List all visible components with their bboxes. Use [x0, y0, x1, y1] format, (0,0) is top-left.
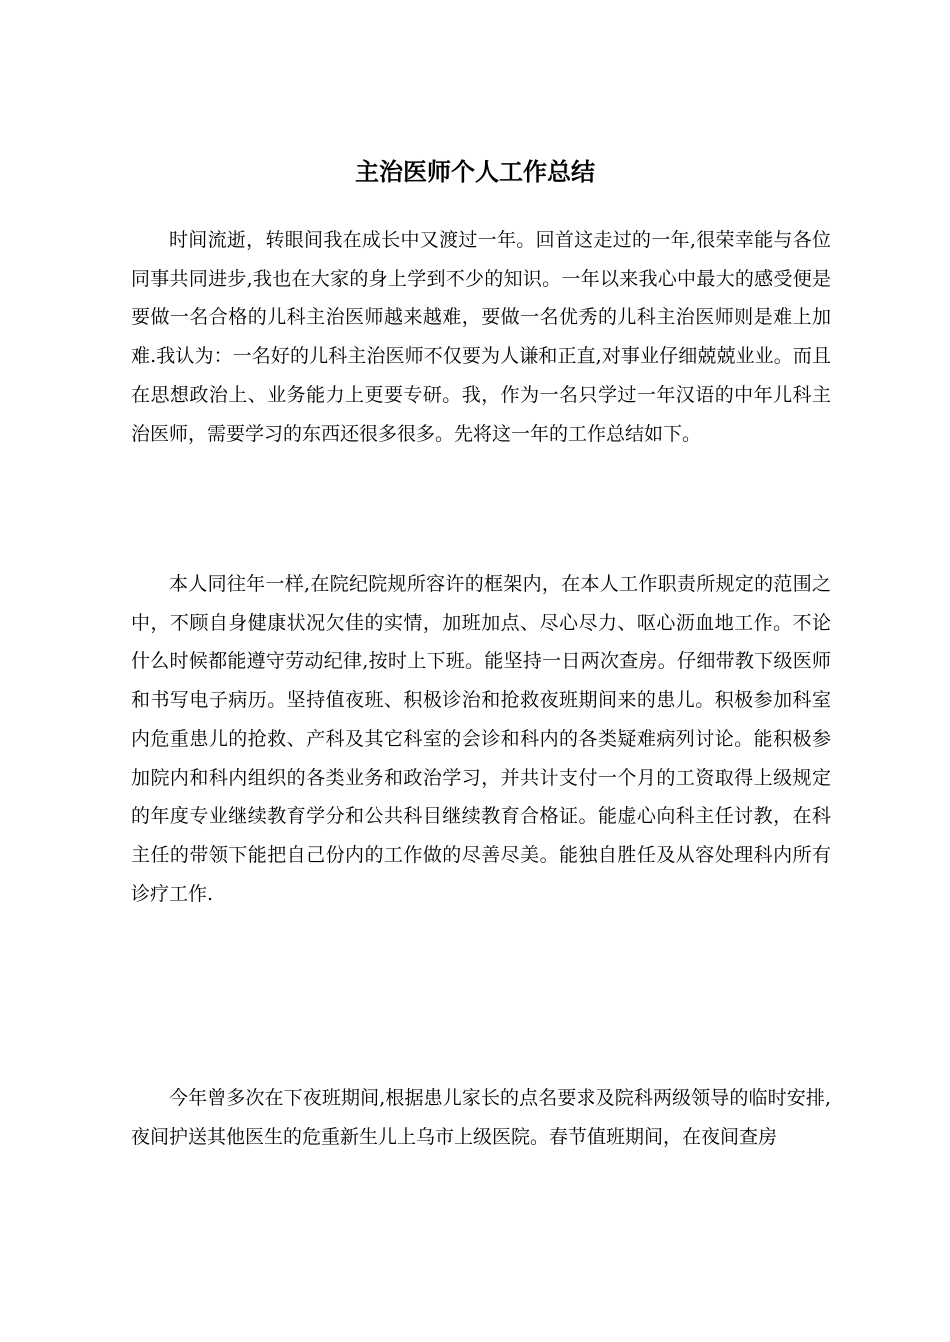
document-title: 主治医师个人工作总结 [355, 158, 595, 186]
paragraph-1: 时间流逝，转眼间我在成长中又渡过一年。回首这走过的一年,很荣幸能与各位同事共同进步,我也在大家的身上学到不少的知识。一年以来我心中最大的感受便是要做一名合格的儿科主治医师越来越难，要做一名优秀的儿科主治医师则是难上加难.我认为：一名好的儿科主治医师不仅要为人谦和正直,对事业仔细兢兢业业。而且在思想政治上、业务能力上更要专研。我，作为一名只学过一年汉语的中年儿科主治医师，需要学习的东西还很多很多。先将这一年的工作总结如下。 [131, 229, 831, 445]
paragraph-3: 今年曾多次在下夜班期间,根据患儿家长的点名要求及院科两级领导的临时安排,夜间护送其他医生的危重新生儿上乌市上级医院。春节值班期间，在夜间查房 [131, 1087, 831, 1148]
paragraph-2: 本人同往年一样,在院纪院规所容许的框架内，在本人工作职责所规定的范围之中，不顾自身健康状况欠佳的实情，加班加点、尽心尽力、呕心沥血地工作。不论什么时候都能遵守劳动纪律,按时上下班。能坚持一日两次查房。仔细带教下级医师和书写电子病历。坚持值夜班、积极诊治和抢救夜班期间来的患儿。积极参加科室内危重患儿的抢救、产科及其它科室的会诊和科内的各类疑难病列讨论。能积极参加院内和科内组织的各类业务和政治学习，并共计支付一个月的工资取得上级规定的年度专业继续教育学分和公共科目继续教育合格证。能虚心向科主任讨教，在科主任的带领下能把自己份内的工作做的尽善尽美。能独自胜任及从容处理科内所有诊疗工作. [131, 573, 831, 905]
